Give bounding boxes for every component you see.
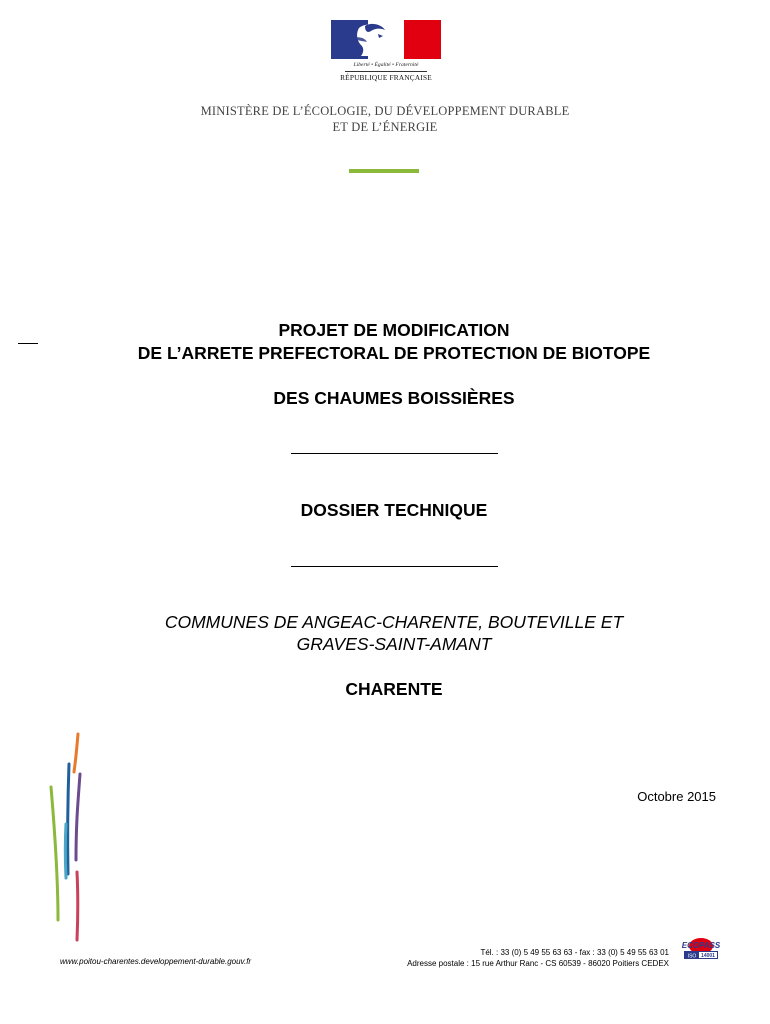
marianne-flag-icon bbox=[331, 20, 441, 59]
ecopass-number: 14001 bbox=[701, 953, 715, 960]
contact-info bbox=[407, 947, 669, 969]
republique-francaise-label: RÉPUBLIQUE FRANÇAISE bbox=[340, 73, 432, 82]
phone-fax-line: Tél. : 33 (0) 5 49 55 63 63 - fax : 33 (0) 5 49 55 63 01 bbox=[480, 948, 669, 957]
republic-motto: Liberté • Égalité • Fraternité bbox=[353, 62, 419, 68]
postal-address-line: Adresse postale : 15 rue Arthur Ranc - CS 60539 - 86020 Poitiers CEDEX bbox=[407, 959, 669, 968]
website-link[interactable]: www.poitou-charentes.developpement-durable.gouv.fr bbox=[60, 957, 252, 966]
accent-divider bbox=[349, 169, 419, 173]
document-date: Octobre 2015 bbox=[637, 789, 716, 804]
document-title-line3: DES CHAUMES BOISSIÈRES bbox=[273, 388, 515, 408]
communes-line2: GRAVES-SAINT-AMANT bbox=[296, 634, 492, 654]
communes-line1: COMMUNES DE ANGEAC-CHARENTE, BOUTEVILLE ET bbox=[164, 612, 624, 632]
ministry-name-line1: MINISTÈRE DE L’ÉCOLOGIE, DU DÉVELOPPEMENT DURABLE bbox=[200, 104, 570, 118]
document-title-line1: PROJET DE MODIFICATION bbox=[278, 320, 510, 340]
ecopass-name: ECOPASS bbox=[681, 941, 721, 950]
document-subtitle: DOSSIER TECHNIQUE bbox=[300, 500, 488, 520]
decorative-strokes-icon bbox=[48, 732, 88, 947]
section-divider bbox=[291, 453, 498, 454]
section-divider bbox=[291, 566, 498, 567]
republique-francaise-logo bbox=[331, 20, 441, 86]
document-title-line2: DE L’ARRETE PREFECTORAL DE PROTECTION DE BIOTOPE bbox=[137, 343, 651, 363]
ecopass-logo-icon bbox=[676, 937, 726, 961]
ecopass-iso: ISO bbox=[687, 953, 697, 960]
logo-divider bbox=[345, 71, 427, 72]
ministry-name-line2: ET DE L’ÉNERGIE bbox=[332, 120, 438, 134]
department-name: CHARENTE bbox=[345, 679, 443, 699]
